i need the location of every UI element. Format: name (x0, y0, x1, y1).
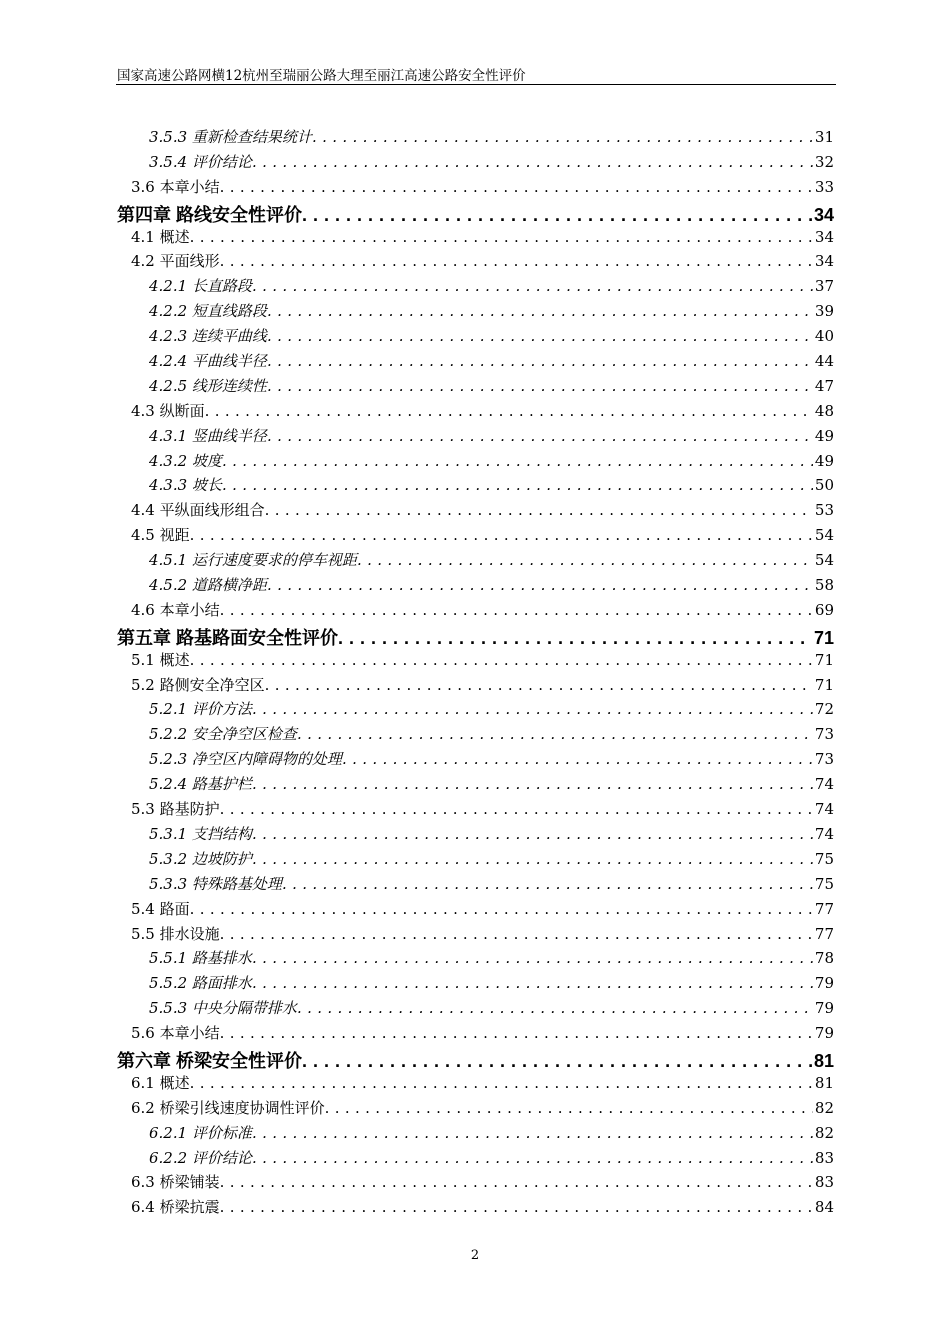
toc-entry-page: 48 (814, 401, 834, 420)
toc-entry-title: 6.2.1 评价标准 (149, 1123, 252, 1142)
toc-dot-leader (190, 900, 813, 918)
toc-dot-leader (220, 1173, 813, 1191)
toc-entry-title: 4.3.3 坡长 (149, 476, 222, 495)
toc-entry-page: 54 (814, 526, 834, 545)
toc-entry-page: 77 (814, 924, 834, 943)
toc-entry-page: 47 (814, 376, 834, 395)
toc-entry-title: 6.2.2 评价结论 (149, 1148, 252, 1167)
toc-dot-leader (252, 949, 813, 967)
toc-dot-leader (220, 178, 813, 196)
toc-section-entry[interactable] (117, 599, 834, 624)
toc-subsection-entry[interactable] (117, 773, 834, 798)
toc-entry-page: 82 (814, 1123, 834, 1142)
header-rule (116, 84, 836, 85)
toc-entry-title: 5.2 路侧安全净空区 (131, 675, 265, 694)
toc-subsection-entry[interactable] (117, 947, 834, 972)
toc-entry-page: 83 (814, 1173, 834, 1192)
toc-entry-page: 74 (814, 775, 834, 794)
toc-entry-page: 81 (814, 1073, 834, 1092)
toc-entry-page: 54 (814, 551, 834, 570)
toc-entry-title: 5.5.3 中央分隔带排水 (149, 999, 297, 1018)
toc-entry-title: 3.5.4 评价结论 (149, 152, 252, 171)
toc-dot-leader (267, 352, 813, 370)
toc-entry-title: 5.2.4 路基护栏 (149, 775, 252, 794)
toc-entry-page: 71 (814, 650, 834, 669)
toc-subsection-entry[interactable] (117, 1122, 834, 1147)
toc-entry-page: 49 (814, 426, 834, 445)
toc-dot-leader (220, 252, 813, 270)
toc-entry-page: 49 (814, 451, 834, 470)
toc-entry-page: 75 (814, 874, 834, 893)
toc-entry-title: 4.2.4 平曲线半径 (149, 352, 267, 371)
toc-chapter-entry[interactable] (117, 201, 834, 226)
toc-dot-leader (252, 825, 813, 843)
toc-entry-page: 73 (814, 725, 834, 744)
toc-entry-page: 69 (814, 600, 834, 619)
toc-dot-leader (265, 676, 813, 694)
toc-dot-leader (297, 725, 813, 743)
toc-entry-title: 5.2.1 评价方法 (149, 700, 252, 719)
toc-subsection-entry[interactable] (117, 375, 834, 400)
toc-subsection-entry[interactable] (117, 325, 834, 350)
toc-subsection-entry[interactable] (117, 574, 834, 599)
toc-dot-leader (312, 128, 813, 146)
toc-dot-leader (267, 377, 813, 395)
toc-entry-page: 39 (814, 302, 834, 321)
toc-section-entry[interactable] (117, 898, 834, 923)
toc-dot-leader (220, 800, 813, 818)
toc-subsection-entry[interactable] (117, 474, 834, 499)
toc-entry-title: 6.1 概述 (131, 1073, 190, 1092)
toc-dot-leader (252, 850, 813, 868)
toc-entry-title: 5.5 排水设施 (131, 924, 220, 943)
toc-entry-page: 78 (814, 949, 834, 968)
toc-dot-leader (252, 1149, 813, 1167)
toc-entry-title: 4.2.2 短直线路段 (149, 302, 267, 321)
toc-dot-leader (252, 1124, 813, 1142)
toc-dot-leader (265, 501, 813, 519)
toc-dot-leader (338, 628, 812, 649)
toc-entry-title: 4.3.1 竖曲线半径 (149, 426, 267, 445)
toc-entry-page: 79 (814, 1024, 834, 1043)
toc-subsection-entry[interactable] (117, 972, 834, 997)
toc-entry-title: 5.5.2 路面排水 (149, 974, 252, 993)
toc-section-entry[interactable] (117, 649, 834, 674)
toc-entry-title: 第四章 路线安全性评价 (117, 204, 302, 225)
toc-entry-title: 6.3 桥梁铺装 (131, 1173, 220, 1192)
toc-entry-page: 71 (813, 627, 834, 648)
toc-subsection-entry[interactable] (117, 450, 834, 475)
toc-entry-title: 4.4 平纵面线形组合 (131, 501, 265, 520)
toc-entry-page: 84 (814, 1198, 834, 1217)
toc-entry-page: 79 (814, 999, 834, 1018)
toc-section-entry[interactable] (117, 400, 834, 425)
toc-dot-leader (267, 427, 813, 445)
toc-section-entry[interactable] (117, 674, 834, 699)
toc-entry-page: 50 (814, 476, 834, 495)
toc-entry-page: 33 (814, 177, 834, 196)
toc-dot-leader (297, 999, 813, 1017)
toc-section-entry[interactable] (117, 798, 834, 823)
toc-dot-leader (302, 205, 812, 226)
toc-entry-page: 34 (814, 227, 834, 246)
toc-dot-leader (205, 402, 813, 420)
toc-entry-title: 4.5 视距 (131, 526, 190, 545)
toc-subsection-entry[interactable] (117, 275, 834, 300)
toc-section-entry[interactable] (117, 524, 834, 549)
toc-subsection-entry[interactable] (117, 126, 834, 151)
toc-entry-page: 73 (814, 750, 834, 769)
toc-entry-title: 6.4 桥梁抗震 (131, 1198, 220, 1217)
toc-entry-page: 58 (814, 576, 834, 595)
toc-entry-title: 4.5.2 道路横净距 (149, 576, 267, 595)
table-of-contents (117, 126, 834, 1221)
toc-entry-title: 5.3.1 支挡结构 (149, 824, 252, 843)
toc-dot-leader (267, 327, 813, 345)
toc-entry-title: 3.5.3 重新检查结果统计 (149, 128, 312, 146)
toc-section-entry[interactable] (117, 1196, 834, 1221)
toc-entry-title: 3.6 本章小结 (131, 177, 220, 196)
toc-entry-page: 37 (814, 277, 834, 296)
toc-dot-leader (267, 576, 813, 594)
toc-entry-page: 53 (814, 501, 834, 520)
toc-section-entry[interactable] (117, 1072, 834, 1097)
toc-dot-leader (222, 476, 813, 494)
toc-section-entry[interactable] (117, 499, 834, 524)
toc-dot-leader (190, 1074, 813, 1092)
page-number: 2 (470, 1248, 480, 1263)
toc-subsection-entry[interactable] (117, 151, 834, 176)
toc-subsection-entry[interactable] (117, 698, 834, 723)
toc-entry-page: 72 (814, 700, 834, 719)
toc-dot-leader (220, 1024, 813, 1042)
toc-subsection-entry[interactable] (117, 350, 834, 375)
toc-entry-page: 71 (814, 675, 834, 694)
toc-section-entry[interactable] (117, 250, 834, 275)
toc-dot-leader (325, 1099, 813, 1117)
toc-entry-page: 74 (814, 824, 834, 843)
toc-dot-leader (190, 228, 813, 246)
toc-dot-leader (357, 551, 813, 569)
toc-entry-page: 75 (814, 849, 834, 868)
toc-entry-page: 83 (814, 1148, 834, 1167)
toc-dot-leader (190, 651, 813, 669)
toc-section-entry[interactable] (117, 1022, 834, 1047)
toc-section-entry[interactable] (117, 226, 834, 251)
toc-entry-page: 34 (814, 252, 834, 271)
toc-entry-title: 4.2.1 长直路段 (149, 277, 252, 296)
toc-entry-page: 32 (814, 152, 834, 171)
toc-entry-title: 5.3.2 边坡防护 (149, 849, 252, 868)
toc-entry-title: 第六章 桥梁安全性评价 (117, 1050, 302, 1071)
toc-section-entry[interactable] (117, 1097, 834, 1122)
toc-dot-leader (220, 601, 813, 619)
toc-entry-title: 第五章 路基路面安全性评价 (117, 627, 338, 648)
toc-entry-title: 5.2.3 净空区内障碍物的处理 (149, 750, 342, 769)
toc-section-entry[interactable] (117, 923, 834, 948)
toc-subsection-entry[interactable] (117, 748, 834, 773)
toc-entry-title: 4.3.2 坡度 (149, 451, 222, 470)
toc-entry-page: 44 (814, 352, 834, 371)
toc-entry-title: 5.3.3 特殊路基处理 (149, 874, 282, 893)
toc-entry-page: 79 (814, 974, 834, 993)
toc-entry-page: 82 (814, 1098, 834, 1117)
toc-dot-leader (302, 1051, 812, 1072)
toc-dot-leader (267, 302, 813, 320)
toc-subsection-entry[interactable] (117, 997, 834, 1022)
running-header: 国家高速公路网横12杭州至瑞丽公路大理至丽江高速公路安全性评价 (117, 68, 526, 84)
toc-entry-title: 4.2 平面线形 (131, 252, 220, 271)
toc-subsection-entry[interactable] (117, 823, 834, 848)
toc-dot-leader (222, 452, 813, 470)
toc-dot-leader (220, 925, 813, 943)
toc-subsection-entry[interactable] (117, 723, 834, 748)
toc-dot-leader (220, 1198, 813, 1216)
toc-entry-title: 4.1 概述 (131, 227, 190, 246)
toc-section-entry[interactable] (117, 1171, 834, 1196)
toc-entry-title: 5.3 路基防护 (131, 800, 220, 819)
toc-dot-leader (282, 875, 813, 893)
toc-entry-title: 5.1 概述 (131, 650, 190, 669)
toc-subsection-entry[interactable] (117, 873, 834, 898)
toc-entry-page: 40 (814, 327, 834, 346)
toc-entry-title: 4.2.5 线形连续性 (149, 376, 267, 395)
toc-chapter-entry[interactable] (117, 624, 834, 649)
toc-entry-title: 6.2 桥梁引线速度协调性评价 (131, 1098, 325, 1117)
toc-dot-leader (252, 775, 813, 793)
toc-entry-title: 4.2.3 连续平曲线 (149, 327, 267, 346)
toc-entry-title: 5.4 路面 (131, 899, 190, 918)
toc-subsection-entry[interactable] (117, 549, 834, 574)
toc-entry-page: 34 (813, 204, 834, 225)
toc-entry-title: 4.3 纵断面 (131, 401, 205, 420)
toc-subsection-entry[interactable] (117, 1147, 834, 1172)
toc-subsection-entry[interactable] (117, 300, 834, 325)
toc-subsection-entry[interactable] (117, 848, 834, 873)
toc-chapter-entry[interactable] (117, 1047, 834, 1072)
toc-entry-title: 5.2.2 安全净空区检查 (149, 725, 297, 744)
toc-entry-page: 31 (814, 128, 834, 146)
toc-subsection-entry[interactable] (117, 425, 834, 450)
toc-dot-leader (342, 750, 813, 768)
toc-dot-leader (252, 277, 813, 295)
toc-entry-title: 4.5.1 运行速度要求的停车视距 (149, 551, 357, 570)
toc-entry-title: 4.6 本章小结 (131, 600, 220, 619)
toc-entry-page: 81 (813, 1050, 834, 1071)
toc-section-entry[interactable] (117, 176, 834, 201)
toc-dot-leader (190, 526, 813, 544)
toc-entry-page: 74 (814, 800, 834, 819)
toc-dot-leader (252, 700, 813, 718)
toc-entry-title: 5.5.1 路基排水 (149, 949, 252, 968)
toc-entry-page: 77 (814, 899, 834, 918)
toc-dot-leader (252, 153, 813, 171)
toc-dot-leader (252, 974, 813, 992)
toc-entry-title: 5.6 本章小结 (131, 1024, 220, 1043)
